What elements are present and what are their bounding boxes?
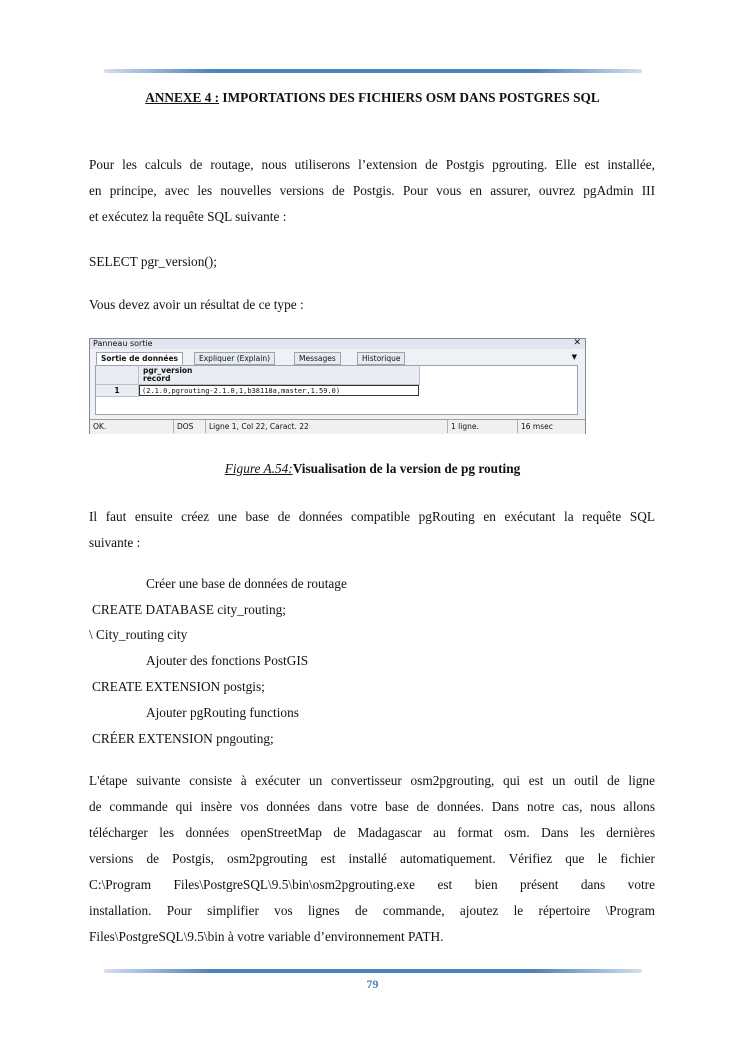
figure-caption-text: Visualisation de la version de pg routing (292, 461, 521, 476)
create-db-line-2: suivante : (89, 535, 141, 550)
output-panel-header (90, 339, 585, 349)
intro-line-2: en principe, avec les nouvelles versions de Postgis. Pour vous en assurer, ouvrez pgAdmin III (89, 183, 655, 198)
annex-title (0, 90, 745, 106)
osm-line-2: de commande qui insère vos données dans votre base de données. Dans notre cas, nous allons (89, 799, 655, 814)
step-create-pgrouting: CRÉER EXTENSION pngouting; (92, 731, 274, 746)
osm-line-1: L'étape suivante consiste à exécuter un convertisseur osm2pgrouting, qui est un outil de ligne (89, 773, 655, 788)
result-cell[interactable]: (2.1.0,pgrouting-2.1.0,1,b38118a,master,1.59.0) (139, 385, 419, 396)
osm-line-7: Files\PostgreSQL\9.5\bin à votre variable d’environnement PATH. (89, 929, 444, 944)
row-number[interactable]: 1 (96, 385, 139, 397)
step-comment-create-db: Créer une base de données de routage (146, 576, 347, 591)
intro-line-3: et exécutez la requête SQL suivante : (89, 209, 287, 224)
column-type: record (143, 374, 171, 383)
column-header[interactable] (139, 366, 420, 385)
osm-line-4: versions de Postgis, osm2pgrouting est installé automatiquement. Vérifiez que le fichier (89, 851, 655, 866)
chevron-down-icon[interactable]: ▼ (571, 353, 577, 361)
result-grid (95, 365, 578, 415)
create-db-paragraph (89, 504, 655, 556)
step-connect: \ City_routing city (89, 627, 188, 642)
footer-rule (104, 969, 642, 973)
result-intro: Vous devez avoir un résultat de ce type : (89, 297, 304, 312)
tab-history[interactable]: Historique (357, 352, 405, 365)
status-encoding: DOS (174, 420, 206, 433)
create-db-line-1: Il faut ensuite créez une base de données compatible pgRouting en exécutant la requête SQL (89, 509, 655, 524)
step-create-database: CREATE DATABASE city_routing; (92, 602, 286, 617)
page-number: 79 (366, 977, 379, 991)
grid-corner (96, 366, 139, 385)
header-rule (104, 69, 642, 73)
step-comment-pgrouting: Ajouter pgRouting functions (146, 705, 299, 720)
output-panel-title: Panneau sortie (93, 339, 153, 348)
step-create-postgis: CREATE EXTENSION postgis; (92, 679, 265, 694)
tab-explain[interactable]: Expliquer (Explain) (194, 352, 275, 365)
intro-line-1: Pour les calculs de routage, nous utiliserons l’extension de Postgis pgrouting. Elle est installée, (89, 157, 655, 172)
annex-title-rest: IMPORTATIONS DES FICHIERS OSM DANS POSTGRES SQL (219, 90, 600, 105)
status-bar (90, 419, 585, 434)
output-panel-screenshot (89, 338, 586, 434)
close-icon[interactable]: ✕ (573, 338, 581, 348)
tab-messages[interactable]: Messages (294, 352, 341, 365)
osm-line-3: télécharger les données openStreetMap de Madagascar au format osm. Dans les dernières (89, 825, 655, 840)
status-position: Ligne 1, Col 22, Caract. 22 (206, 420, 448, 433)
step-comment-postgis: Ajouter des fonctions PostGIS (146, 653, 309, 668)
status-time: 16 msec (521, 422, 553, 431)
osm-line-6: installation. Pour simplifier vos lignes de commande, ajoutez le répertoire \Program (89, 903, 655, 918)
sql-version-query: SELECT pgr_version(); (89, 254, 217, 269)
annex-title-prefix: ANNEXE 4 : (145, 90, 220, 105)
status-rows: 1 ligne. (448, 420, 518, 433)
osm2pgrouting-paragraph (89, 768, 655, 950)
tab-data-output[interactable]: Sortie de données (96, 352, 183, 365)
status-ok: OK. (90, 420, 174, 433)
figure-caption (0, 461, 745, 477)
figure-number: Figure A.54: (224, 461, 293, 476)
column-name: pgr_version (143, 366, 193, 375)
intro-paragraph (89, 152, 655, 230)
osm-line-5: C:\Program Files\PostgreSQL\9.5\bin\osm2pgrouting.exe est bien présent dans votre (89, 877, 655, 892)
